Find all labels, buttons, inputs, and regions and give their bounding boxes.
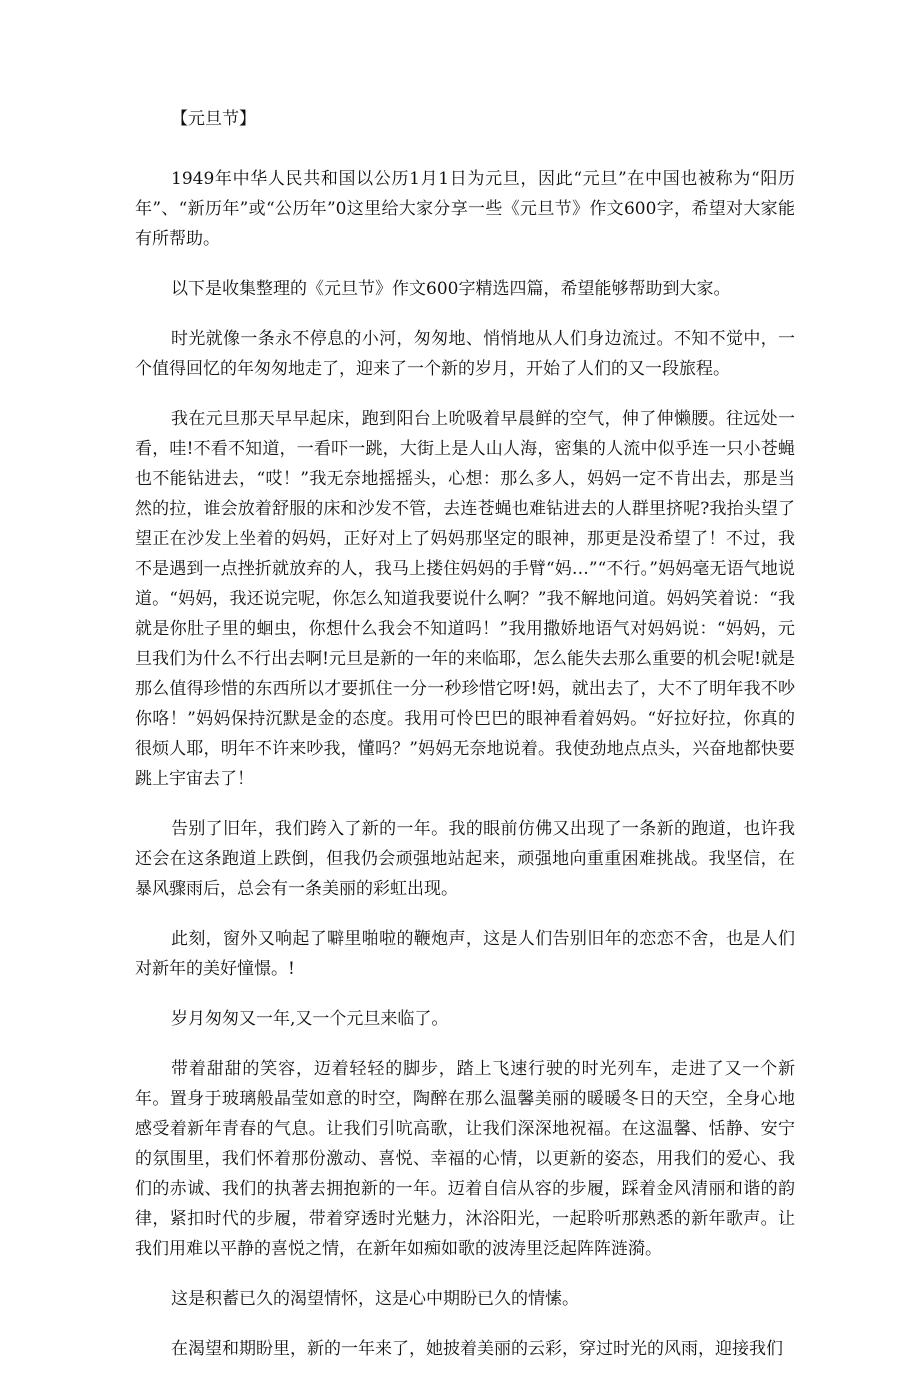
paragraph-firecrackers: 此刻，窗外又响起了噼里啪啦的鞭炮声，这是人们告别旧年的恋恋不舍，也是人们对新年的美好憧憬。! [135,929,795,979]
paragraph-collection-note: 以下是收集整理的《元旦节》作文600字精选四篇，希望能够帮助到大家。 [171,279,731,299]
document-heading: 【元旦节】 [171,109,256,129]
paragraph-time-river: 时光就像一条永不停息的小河，匆匆地、悄悄地从人们身边流过。不知不觉中，一个值得回忆的年匆匆地走了，迎来了一个新的岁月，开始了人们的又一段旅程。 [135,329,795,379]
paragraph-sweet-smile: 带着甜甜的笑容，迈着轻轻的脚步，踏上飞速行驶的时光列车，走进了又一个新年。置身于玻璃般晶莹如意的时空，陶醉在那么温馨美丽的暖暖冬日的天空，全身心地感受着新年青春的气息。让我们引吭高歌，让我们深深地祝福。在这温馨、恬静、安宁的氛围里，我们怀着那份激动、喜悦、幸福的心情，以更新的姿态，用我们的爱心、我们的赤诚、我们的执著去拥抱新的一年。迈着自信从容的步履，踩着金风清丽和谐的韵律，紧扣时代的步履，带着穿透时光魅力，沐浴阳光，一起聆听那熟悉的新年歌声。让我们用难以平静的喜悦之情，在新年如痴如歌的波涛里泛起阵阵涟漪。 [135,1059,795,1259]
paragraph-new-runway: 告别了旧年，我们跨入了新的一年。我的眼前仿佛又出现了一条新的跑道，也许我还会在这条跑道上跌倒，但我仍会顽强地站起来，顽强地向重重困难挑战。我坚信，在暴风骤雨后，总会有一条美丽的彩虹出现。 [135,819,795,899]
paragraph-intro: 1949年中华人民共和国以公历1月1日为元旦，因此“元旦”在中国也被称为“阳历年”、“新历年”或“公历年”0这里给大家分享一些《元旦节》作文600字，希望对大家能有所帮助。 [135,169,795,249]
paragraph-another-year: 岁月匆匆又一年,又一个元旦来临了。 [171,1009,449,1029]
paragraph-new-year-arrives: 在渴望和期盼里，新的一年来了，她披着美丽的云彩，穿过时光的风雨，迎接我们 [171,1339,783,1359]
document-body [135,104,795,1384]
paragraph-mom-story: 我在元旦那天早早起床，跑到阳台上吮吸着早晨鲜的空气，伸了伸懒腰。往远处一看，哇!不看不知道，一看吓一跳，大街上是人山人海，密集的人流中似乎连一只小苍蝇也不能钻进去，“哎！”我无奈地摇摇头，心想：那么多人，妈妈一定不肯出去，那是当然的拉，谁会放着舒服的床和沙发不管，去连苍蝇也难钻进去的人群里挤呢?我抬头望了望正在沙发上坐着的妈妈，正好对上了妈妈那坚定的眼神，那更是没希望了！不过，我不是遇到一点挫折就放弃的人，我马上搂住妈妈的手臂“妈…”“不行。”妈妈毫无语气地说道。“妈妈，我还说完呢，你怎么知道我要说什么啊？”我不解地问道。妈妈笑着说：“我就是你肚子里的蛔虫，你想什么我会不知道吗！”我用撒娇地语气对妈妈说：“妈妈，元旦我们为什么不行出去啊!元旦是新的一年的来临耶，怎么能失去那么重要的机会呢!就是那么值得珍惜的东西所以才要抓住一分一秒珍惜它呀!妈，就出去了，大不了明年我不吵你咯！”妈妈保持沉默是金的态度。我用可怜巴巴的眼神看着妈妈。“好拉好拉，你真的很烦人耶，明年不许来吵我，懂吗？”妈妈无奈地说着。我使劲地点点头，兴奋地都快要跳上宇宙去了！ [135,409,795,789]
paragraph-longing: 这是积蓄已久的渴望情怀，这是心中期盼已久的情愫。 [171,1289,579,1309]
